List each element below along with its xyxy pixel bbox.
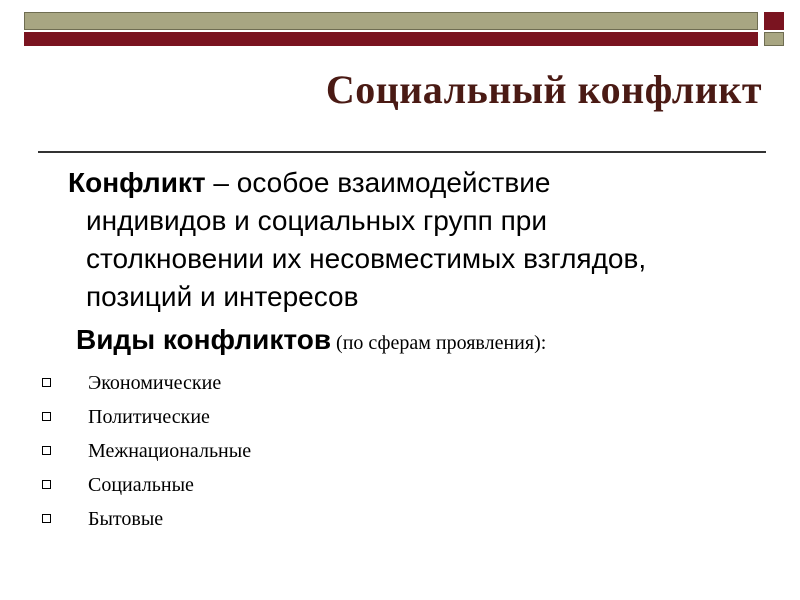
list-item-label: Политические	[88, 406, 210, 428]
header-bar-maroon	[24, 32, 758, 46]
list-item-label: Социальные	[88, 474, 194, 496]
definition-line: индивидов и социальных групп при	[86, 205, 547, 236]
header-decoration	[24, 12, 790, 48]
header-bar-olive	[24, 12, 758, 30]
definition-first-line-text: – особое взаимодействие	[205, 167, 551, 198]
definition-line: позиций и интересов	[86, 281, 359, 312]
square-bullet-icon	[42, 446, 51, 455]
definition-line: столкновении их несовместимых взглядов,	[86, 243, 647, 274]
square-bullet-icon	[42, 378, 51, 387]
list-item	[42, 436, 251, 470]
definition-first-line	[68, 164, 768, 202]
types-heading-row	[76, 324, 546, 356]
square-bullet-icon	[42, 480, 51, 489]
header-square-maroon	[764, 12, 784, 30]
square-bullet-icon	[42, 412, 51, 421]
slide-title: Социальный конфликт	[325, 67, 762, 112]
types-note: (по сферам проявления):	[331, 332, 547, 354]
title-divider	[38, 151, 766, 153]
list-item-label: Межнациональные	[88, 440, 252, 462]
header-square-olive	[764, 32, 784, 46]
list-item	[42, 470, 251, 504]
list-item	[42, 402, 251, 436]
definition-term: Конфликт	[68, 167, 206, 198]
list-item-label: Экономические	[88, 372, 222, 394]
types-list	[42, 368, 251, 538]
definition-paragraph	[68, 164, 768, 316]
square-bullet-icon	[42, 514, 51, 523]
list-item	[42, 368, 251, 402]
list-item-label: Бытовые	[88, 508, 164, 530]
list-item	[42, 504, 251, 538]
types-heading: Виды конфликтов	[76, 324, 332, 355]
